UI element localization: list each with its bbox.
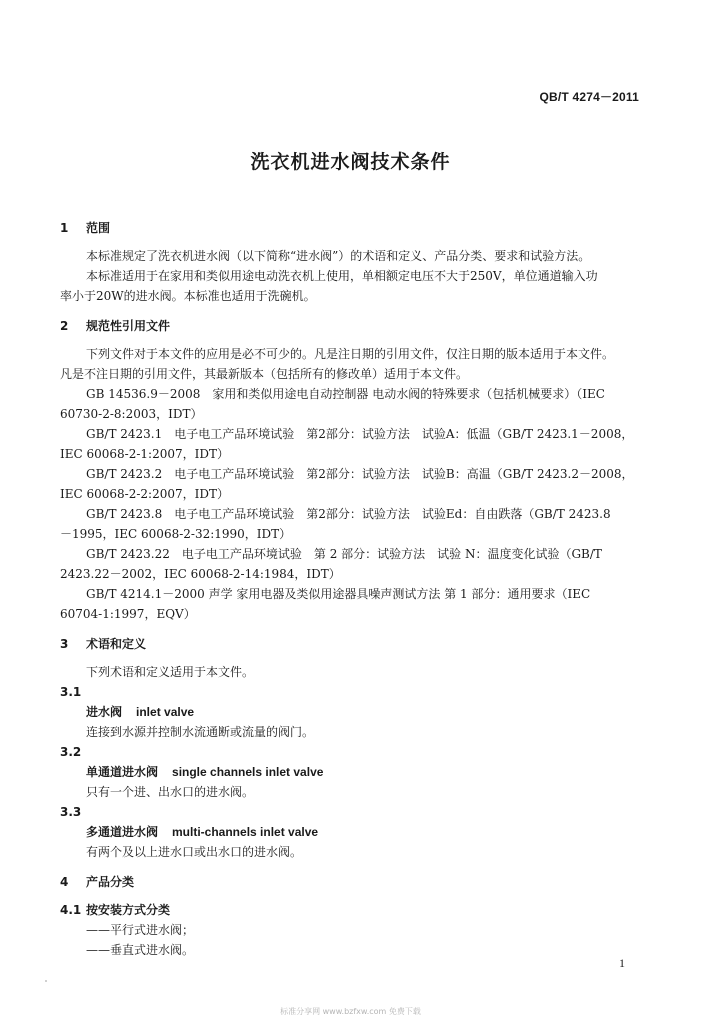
section-1-title: 范围: [86, 221, 111, 235]
section-1-heading: [60, 220, 640, 236]
term-3-3-chinese: 多通道进水阀: [86, 825, 159, 839]
section-1-paragraph-1: 本标准规定了洗衣机进水阀（以下简称“进水阀”）的术语和定义、产品分类、要求和试验方法。: [86, 249, 591, 263]
subsection-4-1-title: 按安装方式分类: [86, 903, 171, 917]
section-4-number: 4: [60, 875, 69, 889]
section-2-title: 规范性引用文件: [86, 319, 171, 333]
subsection-4-1-number: 4.1: [60, 903, 82, 917]
term-3-1-english: inlet valve: [136, 705, 195, 719]
section-3-intro: 下列术语和定义适用于本文件。: [86, 665, 255, 679]
page-number: 1: [619, 956, 625, 970]
term-3-3-number: 3.3: [60, 805, 82, 819]
section-2-number: 2: [60, 319, 69, 333]
scan-speck: [45, 980, 47, 982]
reference-6-line-2: 60704-1:1997，EQV）: [60, 607, 196, 621]
section-2-paragraph-line-2: 凡是不注日期的引用文件，其最新版本（包括所有的修改单）适用于本文件。: [60, 367, 469, 381]
section-4-heading: [60, 874, 640, 890]
reference-4-line-2: －1995，IEC 60068-2-32:1990，IDT）: [60, 527, 292, 541]
reference-4-line-1: GB/T 2423.8 电子电工产品环境试验 第2部分：试验方法 试验Ed：自由跌落（GB/T 2423.8: [86, 507, 611, 521]
watermark: 标准分享网 www.bzfxw.com 免费下载: [280, 1007, 421, 1016]
subsection-4-1-heading: [60, 902, 640, 918]
reference-1-line-1: GB 14536.9－2008 家用和类似用途电自动控制器 电动水阀的特殊要求（包括机械要求）（IEC: [86, 387, 605, 401]
list-item-parallel-valve: ——平行式进水阀；: [86, 923, 195, 937]
reference-2-line-1: GB/T 2423.1 电子电工产品环境试验 第2部分：试验方法 试验A：低温（GB/T 2423.1－2008，: [86, 427, 634, 441]
term-3-2: [86, 764, 640, 780]
standard-code: QB/T 4274－2011: [539, 90, 639, 104]
section-2-heading: [60, 318, 640, 334]
section-3-number: 3: [60, 637, 69, 651]
term-3-3: [86, 824, 640, 840]
term-3-3-definition: 有两个及以上进水口或出水口的进水阀。: [86, 845, 303, 859]
section-2-paragraph-line-1: 下列文件对于本文件的应用是必不可少的。凡是注日期的引用文件，仅注日期的版本适用于本文件。: [86, 347, 615, 361]
term-3-1: [86, 704, 640, 720]
reference-3-line-1: GB/T 2423.2 电子电工产品环境试验 第2部分：试验方法 试验B：高温（GB/T 2423.2－2008，: [86, 467, 634, 481]
term-3-2-chinese: 单通道进水阀: [86, 765, 159, 779]
section-1-paragraph-2-line-1: 本标准适用于在家用和类似用途电动洗衣机上使用，单相额定电压不大于250V，单位通道输入功: [86, 269, 598, 283]
reference-5-line-2: 2423.22－2002，IEC 60068-2-14:1984，IDT）: [60, 567, 341, 581]
reference-3-line-2: IEC 60068-2-2:2007，IDT）: [60, 487, 229, 501]
section-1-paragraph-2-line-2: 率小于20W的进水阀。本标准也适用于洗碗机。: [60, 289, 316, 303]
term-3-2-number: 3.2: [60, 745, 82, 759]
section-3-heading: [60, 636, 640, 652]
section-4-title: 产品分类: [86, 875, 135, 889]
reference-5-line-1: GB/T 2423.22 电子电工产品环境试验 第 2 部分：试验方法 试验 N：温度变化试验（GB/T: [86, 547, 602, 561]
term-3-1-definition: 连接到水源并控制水流通断或流量的阀门。: [86, 725, 315, 739]
reference-2-line-2: IEC 60068-2-1:2007，IDT）: [60, 447, 229, 461]
section-3-title: 术语和定义: [86, 637, 147, 651]
term-3-1-number: 3.1: [60, 685, 82, 699]
term-3-2-definition: 只有一个进、出水口的进水阀。: [86, 785, 255, 799]
reference-6-line-1: GB/T 4214.1－2000 声学 家用电器及类似用途器具噪声测试方法 第 1 部分：通用要求（IEC: [86, 587, 591, 601]
document-title: 洗衣机进水阀技术条件: [250, 151, 451, 173]
reference-1-line-2: 60730-2-8:2003，IDT）: [60, 407, 203, 421]
list-item-vertical-valve: ——垂直式进水阀。: [86, 943, 195, 957]
section-1-number: 1: [60, 221, 69, 235]
term-3-2-english: single channels inlet valve: [172, 765, 324, 779]
term-3-1-chinese: 进水阀: [86, 705, 123, 719]
term-3-3-english: multi-channels inlet valve: [172, 825, 319, 839]
